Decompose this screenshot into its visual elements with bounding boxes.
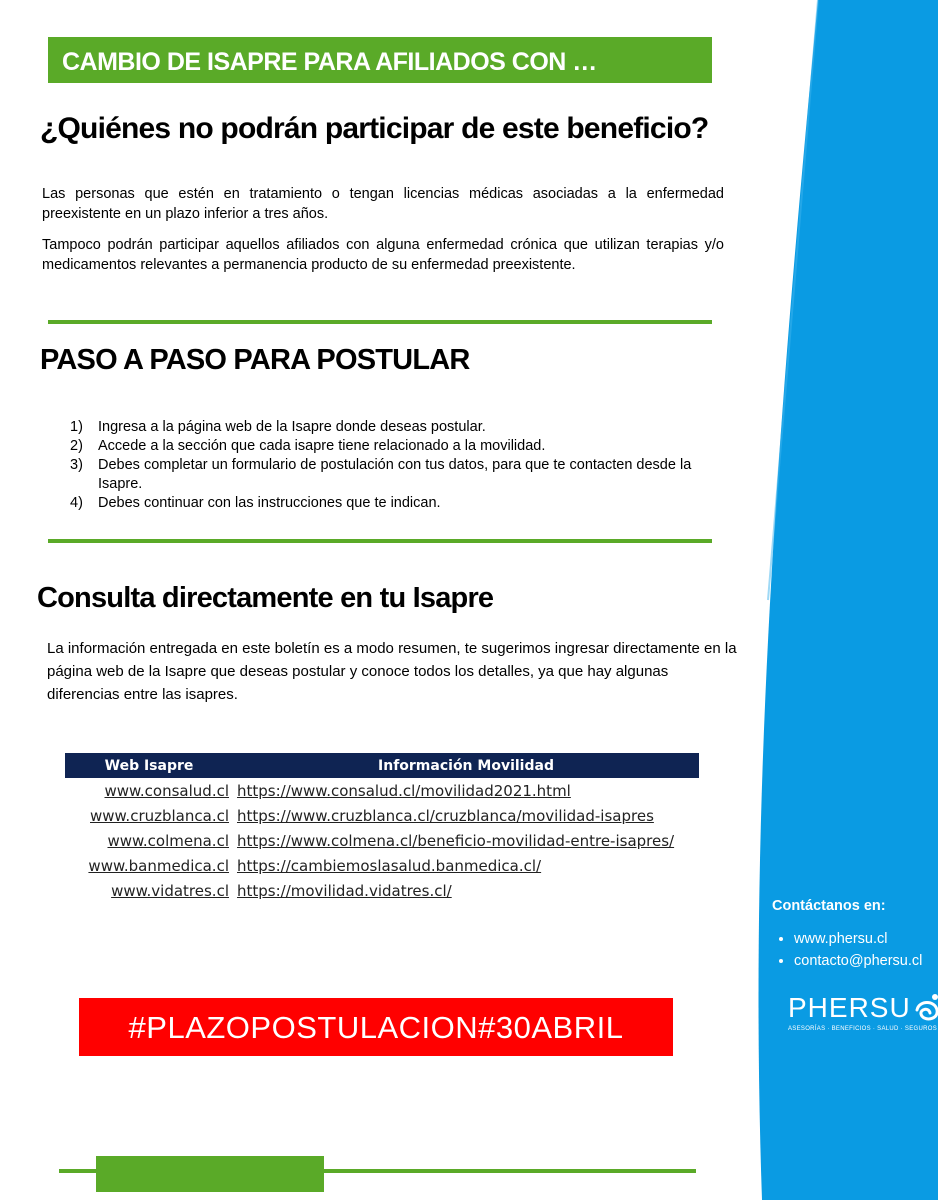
step-item: [70, 437, 710, 456]
title-band: CAMBIO DE ISAPRE PARA AFILIADOS CON …: [48, 37, 712, 83]
step-number: 4): [70, 495, 83, 511]
table-row: [65, 828, 699, 853]
consult-paragraph: La información entregada en este boletín es a modo resumen, te sugerimos ingresar directamente en la página web de la Isapre que deseas postular y conoce todos los detalles, ya que hay algunas diferencias entre las isapres.: [47, 640, 737, 703]
step-number: 2): [70, 438, 83, 454]
isapre-web-link[interactable]: www.banmedica.cl: [88, 856, 229, 875]
steps-list: [70, 418, 710, 513]
isapre-web-link[interactable]: www.cruzblanca.cl: [90, 806, 229, 825]
contact-email[interactable]: • contacto@phersu.cl: [794, 950, 922, 972]
table-header-row: [65, 753, 699, 778]
isapre-web-link[interactable]: www.consalud.cl: [104, 781, 229, 800]
movilidad-link[interactable]: https://www.cruzblanca.cl/cruzblanca/movilidad-isapres: [237, 806, 654, 825]
contact-list: [772, 928, 922, 972]
table-row: [65, 878, 699, 903]
contact-title: Contáctanos en:: [772, 898, 886, 914]
step-text: Debes completar un formulario de postulación con tus datos, para que te contacten desde la Isapre.: [98, 457, 692, 492]
step-item: [70, 456, 710, 494]
step-item: [70, 418, 710, 437]
logo-tagline: ASESORÍAS · BENEFICIOS · SALUD · SEGUROS: [788, 1026, 938, 1032]
step-text: Debes continuar con las instrucciones que te indican.: [98, 495, 441, 511]
movilidad-link[interactable]: https://www.colmena.cl/beneficio-movilidad-entre-isapres/: [237, 831, 675, 850]
movilidad-link[interactable]: https://cambiemoslasalud.banmedica.cl/: [237, 856, 542, 875]
phersu-logo: [788, 992, 938, 1032]
exclusion-paragraph-2: Tampoco podrán participar aquellos afiliados con alguna enfermedad crónica que utilizan terapias y/o medicamentos relevantes a permanencia producto de su enfermedad preexistente.: [42, 237, 724, 273]
step-number: 1): [70, 419, 83, 435]
step-text: Accede a la sección que cada isapre tiene relacionado a la movilidad.: [98, 438, 546, 454]
step-text: Ingresa a la página web de la Isapre donde deseas postular.: [98, 419, 486, 435]
consult-heading: Consulta directamente en tu Isapre: [37, 582, 494, 614]
steps-heading: PASO A PASO PARA POSTULAR: [40, 344, 470, 376]
section-divider: [48, 539, 712, 543]
table-row: [65, 803, 699, 828]
step-number: 3): [70, 457, 83, 473]
logo-swirl-icon: [913, 992, 938, 1024]
step-item: [70, 494, 710, 513]
contact-website[interactable]: • www.phersu.cl: [794, 928, 922, 950]
deadline-banner: #PLAZOPOSTULACION#30ABRIL: [79, 998, 673, 1056]
table-row: [65, 853, 699, 878]
isapre-web-link[interactable]: www.colmena.cl: [107, 831, 229, 850]
movilidad-link[interactable]: https://movilidad.vidatres.cl/: [237, 881, 452, 900]
footer-block: [96, 1156, 324, 1192]
header-web-isapre: Web Isapre: [65, 753, 233, 778]
section-divider: [48, 320, 712, 324]
movilidad-link[interactable]: https://www.consalud.cl/movilidad2021.html: [237, 781, 571, 800]
isapre-web-link[interactable]: www.vidatres.cl: [111, 881, 229, 900]
logo-name: PHERSU: [788, 992, 911, 1023]
contact-box: [772, 898, 922, 972]
exclusion-paragraph-1: Las personas que estén en tratamiento o tengan licencias médicas asociadas a la enfermedad preexistente en un plazo inferior a tres años.: [42, 186, 724, 222]
exclusion-heading: ¿Quiénes no podrán participar de este beneficio?: [40, 112, 709, 145]
isapre-links-table: [65, 753, 699, 903]
header-informacion-movilidad: Información Movilidad: [233, 753, 699, 778]
table-row: [65, 778, 699, 803]
